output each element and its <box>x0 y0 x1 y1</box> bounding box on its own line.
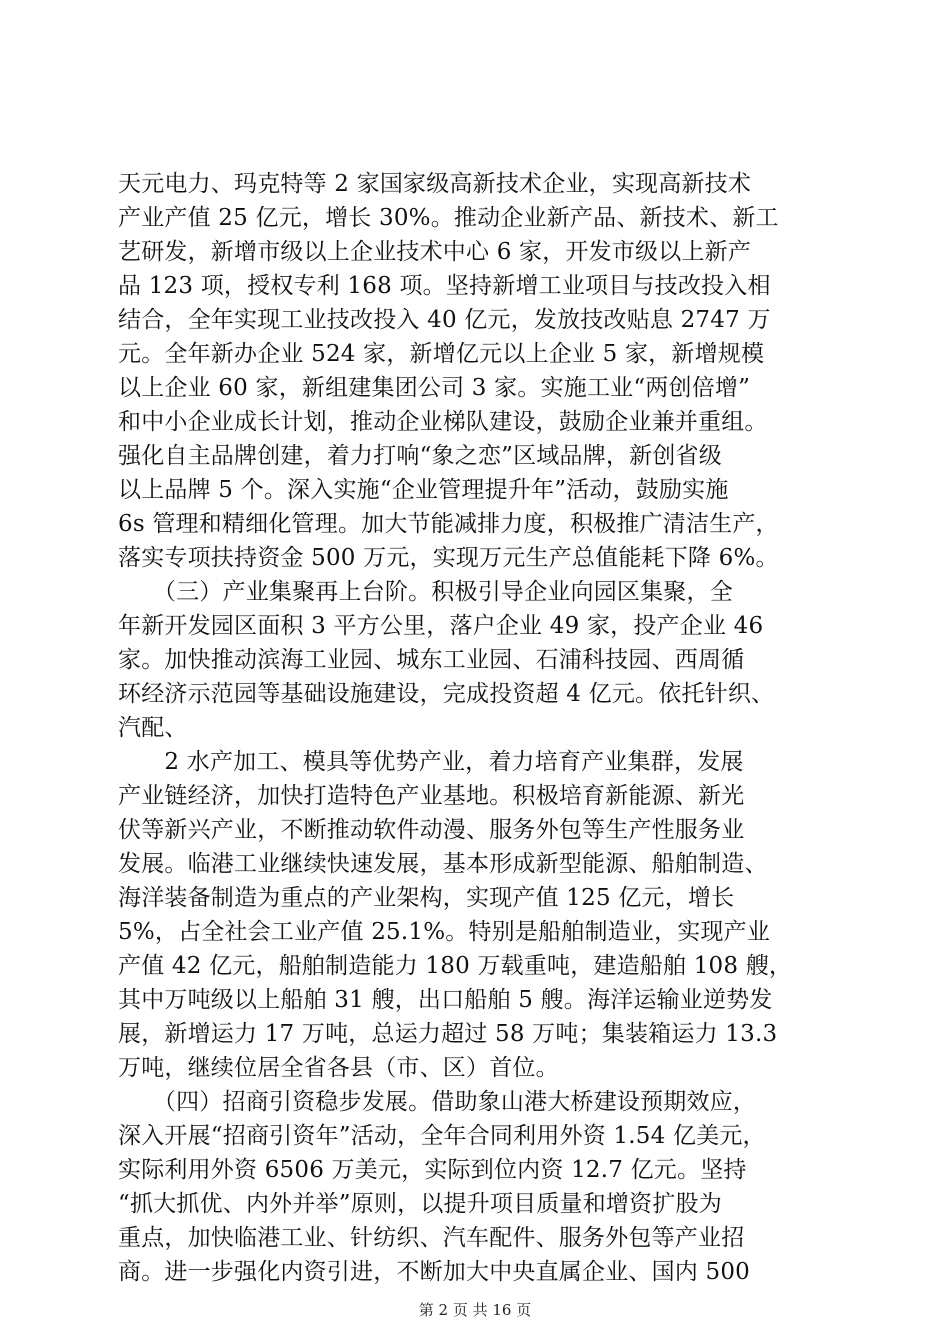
text-line: 艺研发，新增市级以上企业技术中心 6 家，开发市级以上新产 <box>118 239 752 265</box>
text-line: 落实专项扶持资金 500 万元，实现万元生产总值能耗下降 6%。 <box>118 545 779 571</box>
text-line: 深入开展“招商引资年”活动，全年合同利用外资 1.54 亿美元， <box>118 1123 766 1149</box>
text-line: 海洋装备制造为重点的产业架构，实现产值 125 亿元，增长 <box>118 885 735 911</box>
text-line: 以上企业 60 家，新组建集团公司 3 家。实施工业“两创倍增” <box>118 375 751 401</box>
text-line: 品 123 项，授权专利 168 项。坚持新增工业项目与技改投入相 <box>118 273 771 299</box>
text-line: （四）招商引资稳步发展。借助象山港大桥建设预期效应， <box>118 1089 757 1115</box>
text-line: 强化自主品牌创建，着力打响“象之恋”区域品牌，新创省级 <box>118 443 722 469</box>
text-line: 结合，全年实现工业技改投入 40 亿元，发放技改贴息 2747 万 <box>118 307 771 333</box>
document-body <box>118 167 838 1289</box>
text-line: 展，新增运力 17 万吨，总运力超过 58 万吨；集装箱运力 13.3 <box>118 1021 778 1047</box>
text-line: 商。进一步强化内资引进，不断加大中央直属企业、国内 500 <box>118 1259 751 1285</box>
text-line: 年新开发园区面积 3 平方公里，落户企业 49 家，投产企业 46 <box>118 613 764 639</box>
text-line: 伏等新兴产业，不断推动软件动漫、服务外包等生产性服务业 <box>118 817 745 843</box>
text-line: 万吨，继续位居全省各县（市、区）首位。 <box>118 1055 559 1081</box>
text-line: 和中小企业成长计划，推动企业梯队建设，鼓励企业兼并重组。 <box>118 409 768 435</box>
text-line: 元。全年新办企业 524 家，新增亿元以上企业 5 家，新增规模 <box>118 341 765 367</box>
text-line: 产值 42 亿元，船舶制造能力 180 万载重吨，建造船舶 108 艘， <box>118 953 793 979</box>
text-line: 环经济示范园等基础设施建设，完成投资超 4 亿元。依托针织、 <box>118 681 775 707</box>
text-line: “抓大抓优、内外并举”原则，以提升项目质量和增资扩股为 <box>118 1191 722 1217</box>
text-line: 5%，占全社会工业产值 25.1%。特别是船舶制造业，实现产业 <box>118 919 771 945</box>
text-line: 以上品牌 5 个。深入实施“企业管理提升年”活动，鼓励实施 <box>118 477 729 503</box>
page-number: 第 2 页 共 16 页 <box>418 1301 532 1319</box>
text-line: 实际利用外资 6506 万美元，实际到位内资 12.7 亿元。坚持 <box>118 1157 747 1183</box>
page-footer <box>0 1300 950 1320</box>
text-line: 重点，加快临港工业、针纺织、汽车配件、服务外包等产业招 <box>118 1225 745 1251</box>
text-line: （三）产业集聚再上台阶。积极引导企业向园区集聚，全 <box>118 579 733 605</box>
text-line: 发展。临港工业继续快速发展，基本形成新型能源、船舶制造、 <box>118 851 768 877</box>
text-line: 产业链经济，加快打造特色产业基地。积极培育新能源、新光 <box>118 783 745 809</box>
text-line: 6s 管理和精细化管理。加大节能减排力度，积极推广清洁生产， <box>118 511 779 537</box>
text-line: 产业产值 25 亿元，增长 30%。推动企业新产品、新技术、新工 <box>118 205 779 231</box>
text-line: 汽配、 <box>118 715 188 741</box>
text-line: 家。加快推动滨海工业园、城东工业园、石浦科技园、西周循 <box>118 647 745 673</box>
text-line: 天元电力、玛克特等 2 家国家级高新技术企业，实现高新技术 <box>118 171 752 197</box>
text-line: 2 水产加工、模具等优势产业，着力培育产业集群，发展 <box>118 749 744 775</box>
text-line: 其中万吨级以上船舶 31 艘，出口船舶 5 艘。海洋运输业逆势发 <box>118 987 773 1013</box>
